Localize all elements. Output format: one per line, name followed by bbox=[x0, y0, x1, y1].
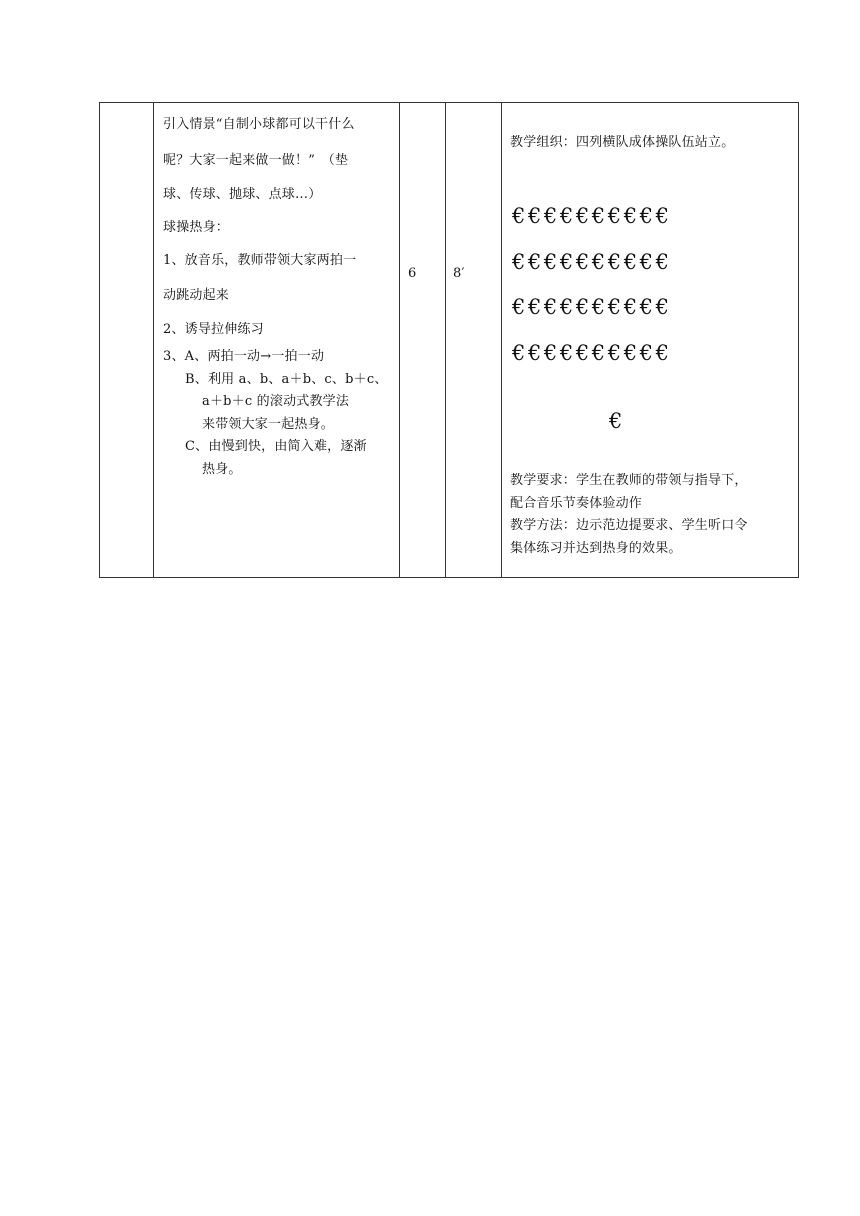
content-line: 动跳动起来 bbox=[163, 288, 230, 303]
duration-cell bbox=[445, 103, 502, 577]
count-cell bbox=[399, 103, 446, 577]
formation-row: €€€€€€€€€€ bbox=[512, 250, 672, 274]
requirement-line: 配合音乐节奏体验动作 bbox=[510, 496, 643, 511]
content-line: 呢？大家一起来做一做！” （垫 bbox=[163, 153, 349, 168]
content-line: 引入情景“自制小球都可以干什么 bbox=[163, 117, 355, 132]
organization-title: 教学组织：四列横队成体操队伍站立。 bbox=[510, 135, 735, 150]
formation-row: €€€€€€€€€€ bbox=[512, 341, 672, 365]
formation-row: €€€€€€€€€€ bbox=[512, 204, 672, 228]
content-line: a＋b＋c 的滚动式教学法 bbox=[202, 394, 350, 409]
content-line: B、利用 a、b、a＋b、c、b＋c、 bbox=[185, 372, 388, 387]
content-line: 2、诱导拉伸练习 bbox=[163, 322, 264, 337]
content-line: 来带领大家一起热身。 bbox=[202, 417, 335, 432]
section-cell bbox=[100, 103, 153, 577]
duration-value: 8′ bbox=[453, 266, 465, 281]
method-line: 教学方法：边示范边提要求、学生听口令 bbox=[510, 518, 748, 533]
requirement-line: 教学要求：学生在教师的带领与指导下， bbox=[510, 473, 748, 488]
content-line: 1、放音乐，教师带领大家两拍一 bbox=[163, 253, 357, 268]
lesson-plan-table bbox=[99, 102, 799, 578]
content-cell bbox=[153, 103, 400, 577]
content-line: 热身。 bbox=[202, 462, 242, 477]
method-line: 集体练习并达到热身的效果。 bbox=[510, 541, 682, 556]
content-line: 球操热身： bbox=[163, 220, 230, 235]
formation-row: €€€€€€€€€€ bbox=[512, 295, 672, 319]
organization-cell bbox=[501, 103, 799, 577]
content-line: C、由慢到快，由简入难，逐渐 bbox=[185, 439, 367, 454]
content-line: 3、A、两拍一动→一拍一动 bbox=[163, 349, 325, 364]
teacher-position-mark: € bbox=[609, 409, 623, 433]
content-line: 球、传球、抛球、点球…） bbox=[163, 187, 322, 202]
count-value: 6 bbox=[408, 266, 417, 281]
